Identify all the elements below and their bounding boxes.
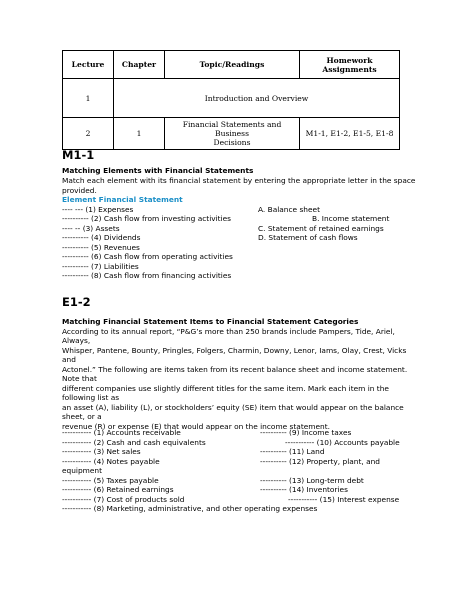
cell-topic — [165, 118, 300, 150]
header-homework: Homework Assignments — [300, 51, 400, 79]
statement-option: D. Statement of cash flows — [258, 233, 358, 242]
paragraph-line: Actonel.” The following are items taken from its recent balance sheet and income statement. — [62, 364, 408, 374]
cell-chapter: 1 — [114, 118, 165, 150]
list-item: ----------- (15) Interest expense — [288, 494, 400, 504]
list-item: ---------- (14) Inventories — [260, 485, 348, 494]
section-subheading: Matching Financial Statement Items to Financial Statement Categories — [62, 317, 359, 326]
list-item: ---------- (12) Property, plant, and — [260, 456, 380, 466]
statement-option: A. Balance sheet — [258, 204, 320, 214]
list-item: ---------- (8) Cash flow from financing activities — [62, 271, 232, 280]
list-item: equipment — [62, 466, 102, 475]
section-heading-e1-2: E1-2 — [62, 295, 91, 309]
list-item: ----------- (3) Net sales — [62, 447, 141, 456]
list-item: ----------- (7) Cost of products sold — [62, 494, 185, 504]
cell-topic: Introduction and Overview — [114, 79, 400, 118]
header-topic: Topic/Readings — [165, 51, 300, 79]
header-lecture: Lecture — [63, 51, 114, 79]
list-item: ----------- (8) Marketing, administrative, and other operating expenses — [62, 504, 318, 513]
cell-homework: M1-1, E1-2, E1-5, E1-8 — [300, 118, 400, 150]
list-item: ---------- (13) Long-term debt — [260, 475, 364, 485]
section-subheading: Matching Elements with Financial Statements — [62, 166, 254, 175]
list-item: ---------- (9) Income taxes — [260, 428, 352, 437]
table-row — [63, 118, 400, 150]
statement-option: B. Income statement — [312, 214, 390, 223]
paragraph-line: revenue (R) or expense (E) that would appear on the income statement. — [62, 421, 330, 431]
paragraph-line: different companies use slightly different titles for the same item. Mark each item in the — [62, 383, 389, 393]
paragraph-line: sheet, or a — [62, 412, 102, 421]
list-item: ----------- (4) Notes payable — [62, 456, 160, 466]
paragraph-line: Whisper, Pantene, Bounty, Pringles, Folgers, Charmin, Downy, Lenor, Iams, Olay, Crest, Vicks — [62, 345, 407, 355]
instructions-line: provided. — [62, 185, 97, 195]
list-item: ----------- (2) Cash and cash equivalents — [62, 437, 206, 447]
paragraph-line: an asset (A), liability (L), or stockholders’ equity (SE) item that would appear on the balance — [62, 402, 404, 412]
list-item: ---------- (7) Liabilities — [62, 261, 139, 271]
list-item: ----------- (1) Accounts receivable — [62, 428, 181, 437]
topic-line: Financial Statements and Business — [182, 120, 282, 138]
paragraph-line: and — [62, 355, 76, 364]
list-item: ---- -- (3) Assets — [62, 223, 120, 233]
section-heading-m1-1: M1-1 — [62, 148, 95, 162]
list-item: ---- --- (1) Expenses — [62, 204, 134, 214]
list-item: ---------- (6) Cash flow from operating activities — [62, 252, 233, 261]
header-chapter: Chapter — [114, 51, 165, 79]
table-header-row — [63, 51, 400, 79]
list-item: ---------- (4) Dividends — [62, 233, 141, 242]
cell-lecture: 2 — [63, 118, 114, 150]
list-item: ----------- (6) Retained earnings — [62, 485, 174, 494]
paragraph-line: following list as — [62, 393, 120, 402]
paragraph-line: According to its annual report, “P&G’s more than 250 brands include Pampers, Tide, Ariel, — [62, 326, 395, 336]
list-item: ---------- (11) Land — [260, 447, 325, 456]
list-item: ---------- (5) Revenues — [62, 242, 140, 252]
list-item: ----------- (10) Accounts payable — [285, 437, 400, 447]
topic-line: Decisions — [213, 138, 251, 147]
cell-lecture: 1 — [63, 79, 114, 118]
instructions-line: Match each element with its financial statement by entering the appropriate letter in the space — [62, 176, 416, 185]
list-item: ---------- (2) Cash flow from investing activities — [62, 214, 232, 223]
list-item: ----------- (5) Taxes payable — [62, 475, 159, 485]
paragraph-line: Note that — [62, 374, 97, 383]
statement-option: C. Statement of retained earnings — [258, 223, 384, 233]
table-row — [63, 79, 400, 118]
course-schedule-table — [62, 50, 400, 150]
paragraph-line: Always, — [62, 336, 91, 345]
column-header: Element Financial Statement — [62, 195, 183, 204]
